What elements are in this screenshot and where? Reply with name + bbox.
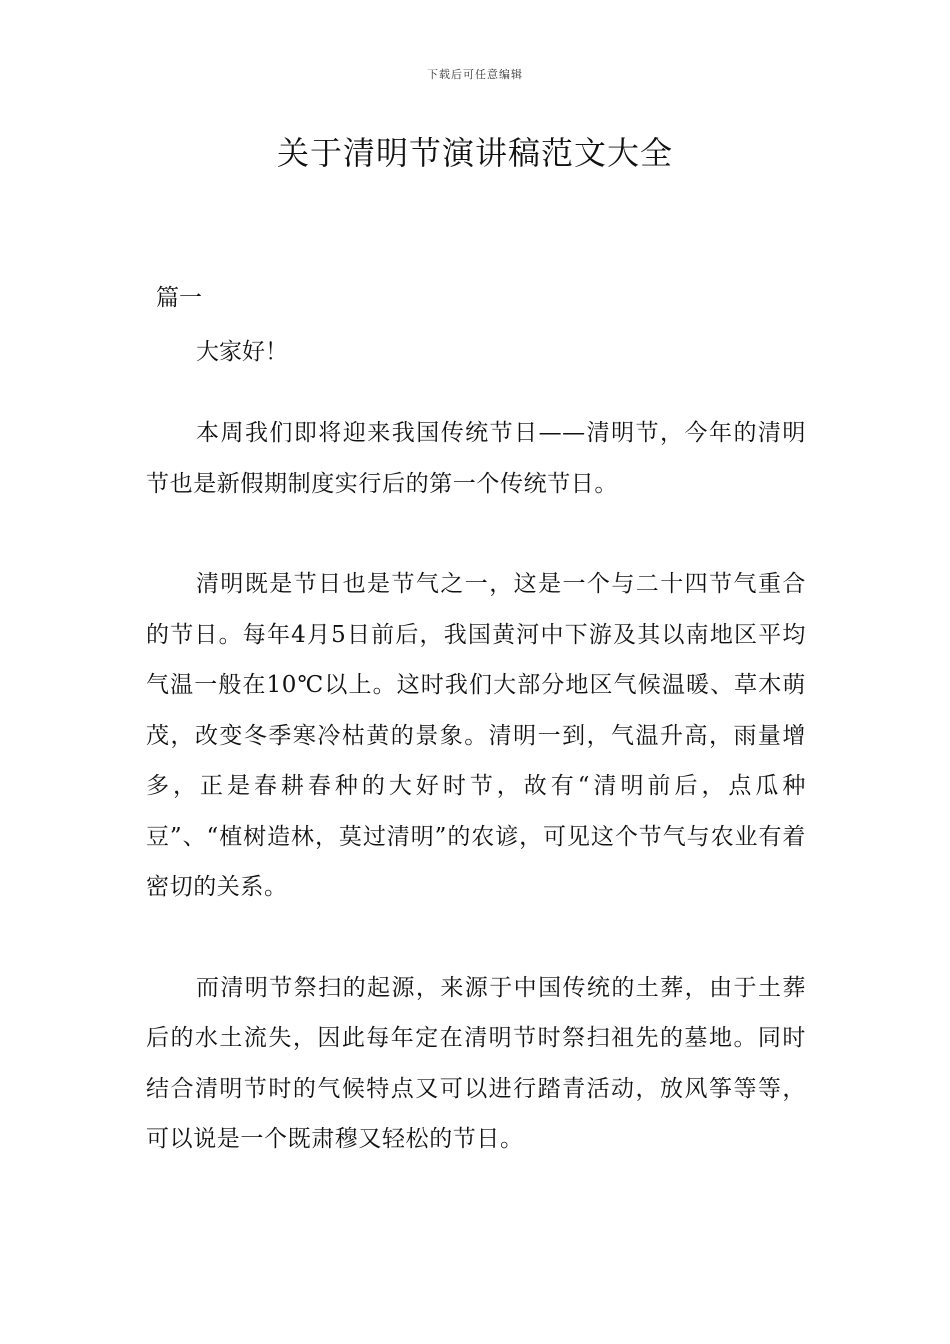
paragraph: 而清明节祭扫的起源，来源于中国传统的土葬，由于土葬后的水土流失，因此每年定在清明节时祭扫祖先的墓地。同时结合清明节时的气候特点又可以进行踏青活动，放风筝等等，可以说是一个既肃穆又轻松的节日。 — [146, 974, 806, 1152]
greeting-line: 大家好！ — [196, 339, 288, 365]
paragraph: 清明既是节日也是节气之一，这是一个与二十四节气重合的节日。每年4月5日前后，我国黄河中下游及其以南地区平均气温一般在10℃以上。这时我们大部分地区气候温暖、草木萌茂，改变冬季寒冷枯黄的景象。清明一到，气温升高，雨量增多，正是春耕春种的大好时节，故有“清明前后，点瓜种豆”、“植树造林，莫过清明”的农谚，可见这个节气与农业有着密切的关系。 — [146, 571, 806, 900]
paragraph: 本周我们即将迎来我国传统节日——清明节，今年的清明节也是新假期制度实行后的第一个传统节日。 — [146, 420, 806, 497]
document-title: 关于清明节演讲稿范文大全 — [276, 134, 673, 172]
section-label: 篇一 — [156, 285, 202, 311]
header-note: 下载后可任意编辑 — [427, 68, 523, 81]
document-body — [146, 282, 806, 1165]
